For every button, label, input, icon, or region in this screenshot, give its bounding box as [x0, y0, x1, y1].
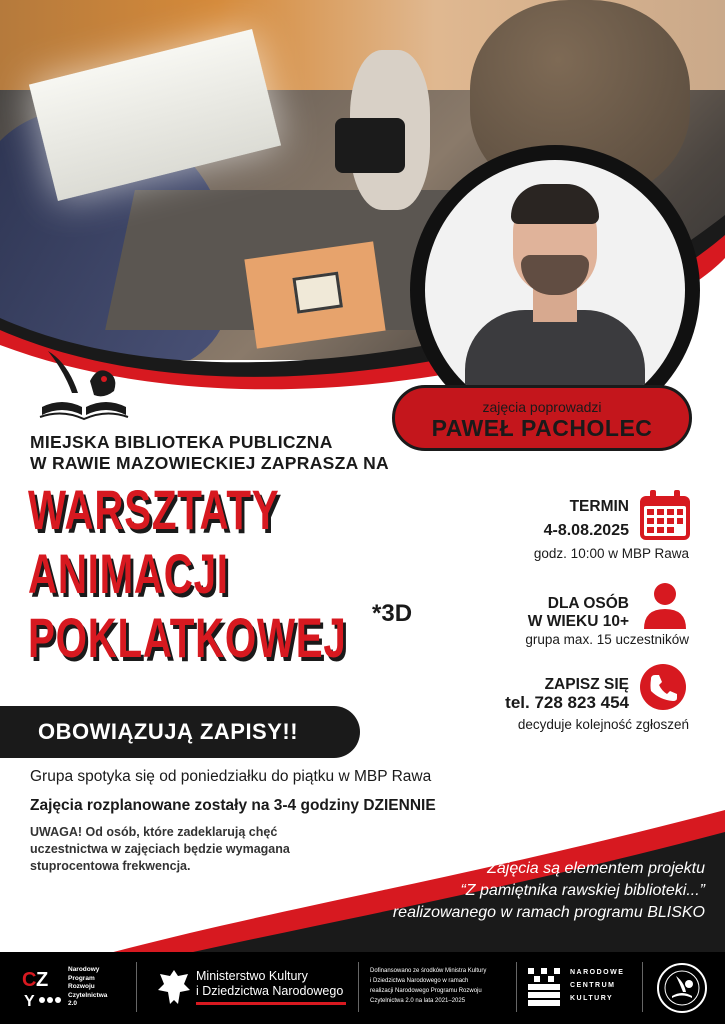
- warning-line-1: UWAGA! Od osób, które zadeklarują chęć: [30, 825, 278, 839]
- registration-required-text: OBOWIĄZUJĄ ZAPISY!!: [38, 719, 299, 744]
- phone-icon: [640, 664, 686, 710]
- calendar-icon: [638, 490, 692, 542]
- svg-text:Z: Z: [36, 969, 49, 991]
- instructor-badge: [392, 385, 692, 451]
- age-block: [528, 595, 629, 631]
- signup-label: ZAPISZ SIĘ: [544, 676, 629, 693]
- ministry-text: Ministerstwo Kultury i Dziedzictwa Narodowego: [196, 969, 344, 998]
- meeting-info: Grupa spotyka się od poniedziałku do piątku w MBP Rawa: [30, 768, 432, 785]
- termin-detail: godz. 10:00 w MBP Rawa: [533, 546, 689, 561]
- termin-block: [544, 498, 629, 540]
- nck-logo-icon: [528, 968, 560, 1006]
- warning-line-3: stuprocentowa frekwencja.: [30, 859, 191, 873]
- age-label-2: W WIEKU 10+: [527, 613, 629, 630]
- duration-info: Zajęcia rozplanowane zostały na 3-4 godziny DZIENNIE: [30, 797, 436, 814]
- intro-line-2: W RAWIE MAZOWIECKIEJ ZAPRASZA NA: [30, 453, 389, 473]
- age-label-1: DLA OSÓB: [547, 595, 629, 612]
- title-line-1: WARSZTATY: [28, 478, 280, 541]
- registration-required-banner: [0, 706, 360, 758]
- signup-phone: tel. 728 823 454: [505, 693, 629, 712]
- svg-text:Y: Y: [24, 993, 35, 1010]
- termin-label: TERMIN: [569, 498, 629, 515]
- nprc-text: Narodowy Program Rozwoju Czytelnictwa 2.0: [68, 966, 108, 1007]
- ministry-underline: [196, 1002, 346, 1005]
- title-suffix: *3D: [372, 600, 413, 627]
- nck-text: NARODOWE CENTRUM KULTURY: [570, 969, 625, 1002]
- library-seal-icon: [656, 962, 708, 1014]
- title-line-3: POKLATKOWEJ: [28, 606, 347, 669]
- age-detail: grupa max. 15 uczestników: [525, 632, 689, 647]
- instructor-name: PAWEŁ PACHOLEC: [431, 415, 653, 441]
- instructor-portrait: [425, 160, 685, 420]
- svg-text:C: C: [22, 969, 37, 991]
- nprc-logo-icon: [22, 966, 62, 1010]
- project-line-1: Zajęcia są elementem projektu: [487, 860, 705, 877]
- funding-text: Dofinansowano ze środków Ministra Kultury i Dziedzictwa Narodowego w ramach realizacji Narodowego Programu Rozwoju Czytelnictwa 2.0 na lata 2021–2025: [370, 968, 487, 1004]
- library-logo-icon: [38, 345, 130, 425]
- intro-line-1: MIEJSKA BIBLIOTEKA PUBLICZNA: [30, 432, 333, 452]
- person-icon: [640, 581, 690, 631]
- warning-line-2: uczestnictwa w zajęciach będzie wymagana: [30, 842, 290, 856]
- sponsor-footer: [0, 952, 725, 1024]
- project-line-3: realizowanego w ramach programu BLISKO: [392, 904, 705, 921]
- signup-detail: decyduje kolejność zgłoszeń: [517, 717, 689, 732]
- attendance-warning: [30, 824, 290, 875]
- eagle-emblem-icon: [156, 966, 192, 1008]
- signup-block: [545, 676, 629, 694]
- title-line-2: ANIMACJI: [28, 542, 229, 605]
- project-info: [300, 858, 705, 924]
- badge-caption: zajęcia poprowadzi: [482, 399, 602, 415]
- termin-date: 4-8.08.2025: [543, 522, 629, 539]
- project-line-2: “Z pamiętnika rawskiej biblioteki...”: [460, 882, 705, 899]
- intro-text: [30, 432, 389, 474]
